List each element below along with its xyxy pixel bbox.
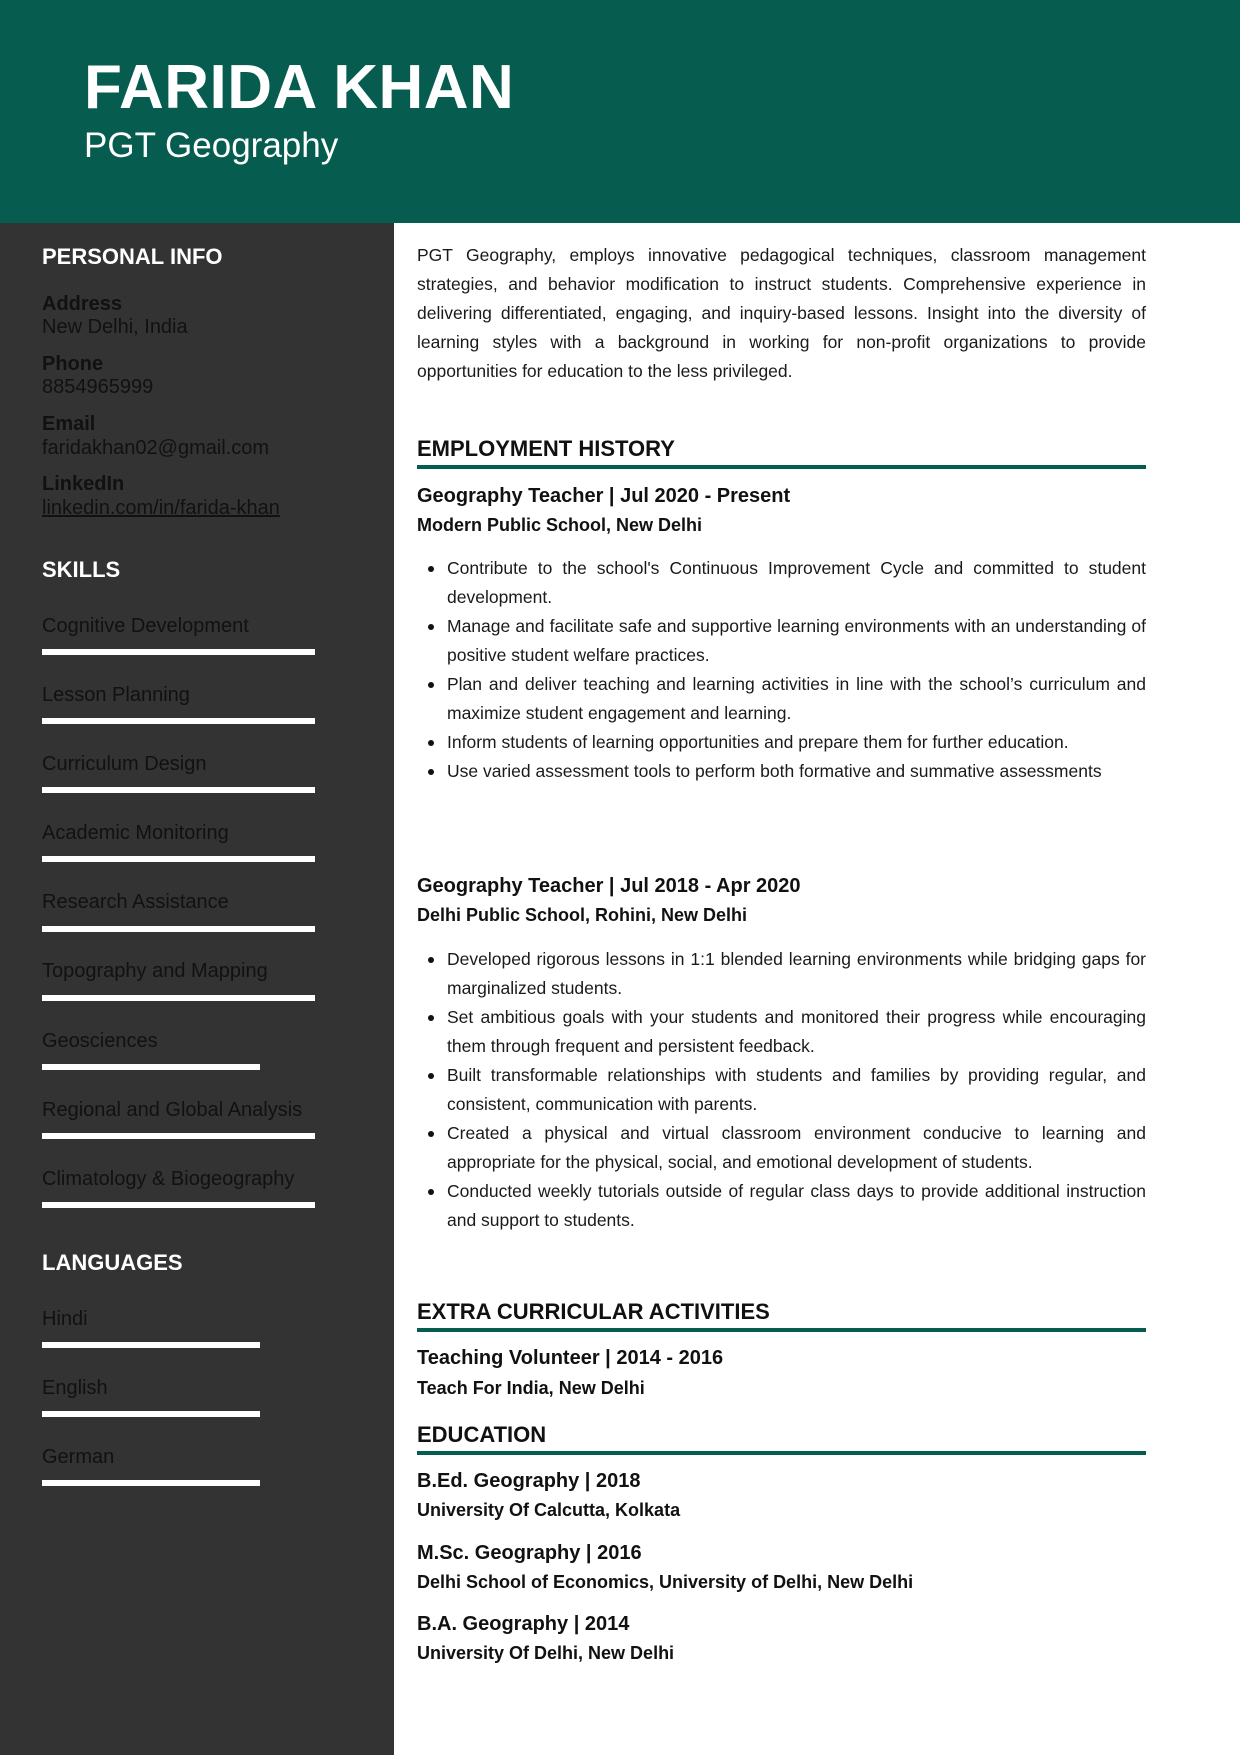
list-item: Contribute to the school's Continuous Improvement Cycle and committed to student development. bbox=[417, 554, 1146, 612]
linkedin-link[interactable]: linkedin.com/in/farida-khan bbox=[42, 497, 280, 519]
list-item: Use varied assessment tools to perform both formative and summative assessments bbox=[417, 757, 1146, 786]
job-employer: Modern Public School, New Delhi bbox=[417, 515, 703, 535]
skills-heading: SKILLS bbox=[42, 557, 121, 582]
job-responsibilities bbox=[417, 554, 1146, 786]
skill-level-bar bbox=[42, 926, 315, 932]
email-label: Email bbox=[42, 413, 96, 435]
job-responsibilities bbox=[417, 945, 1146, 1235]
email-value: faridakhan02@gmail.com bbox=[42, 437, 270, 459]
candidate-name: FARIDA KHAN bbox=[84, 53, 515, 122]
personal-info-heading: PERSONAL INFO bbox=[42, 244, 223, 269]
degree-school: University Of Delhi, New Delhi bbox=[417, 1643, 675, 1663]
activity-title: Teaching Volunteer | 2014 - 2016 bbox=[417, 1347, 724, 1369]
education-heading: EDUCATION bbox=[417, 1421, 1146, 1455]
skill-name: Topography and Mapping bbox=[42, 960, 268, 982]
candidate-title: PGT Geography bbox=[84, 126, 339, 165]
skill-level-bar bbox=[42, 856, 315, 862]
language-level-bar bbox=[42, 1480, 260, 1486]
list-item: Inform students of learning opportunities and prepare them for further education. bbox=[417, 728, 1146, 757]
skill-name: Curriculum Design bbox=[42, 753, 207, 775]
degree-title: B.A. Geography | 2014 bbox=[417, 1613, 630, 1635]
degree-title: B.Ed. Geography | 2018 bbox=[417, 1470, 641, 1492]
skill-name: Geosciences bbox=[42, 1030, 158, 1052]
list-item: Conducted weekly tutorials outside of regular class days to provide additional instruction and support to students. bbox=[417, 1177, 1146, 1235]
skill-name: Academic Monitoring bbox=[42, 822, 229, 844]
profile-summary: PGT Geography, employs innovative pedagogical techniques, classroom management strategies, and behavior modification to instruct students. Comprehensive experience in delivering differentiated, engaging, and inquiry-based lessons. Insight into the diversity of learning styles with a background in working for non-profit organizations to provide opportunities for education to the less privileged. bbox=[417, 245, 1146, 381]
language-name: German bbox=[42, 1446, 115, 1468]
list-item: Created a physical and virtual classroom environment conducive to learning and appropriate for the physical, social, and emotional development of students. bbox=[417, 1119, 1146, 1177]
list-item: Developed rigorous lessons in 1:1 blended learning environments while bridging gaps for marginalized students. bbox=[417, 945, 1146, 1003]
skill-name: Cognitive Development bbox=[42, 615, 249, 637]
list-item: Manage and facilitate safe and supportive learning environments with an understanding of positive student welfare practices. bbox=[417, 612, 1146, 670]
degree-school: Delhi School of Economics, University of Delhi, New Delhi bbox=[417, 1572, 914, 1592]
phone-label: Phone bbox=[42, 353, 104, 375]
linkedin-label: LinkedIn bbox=[42, 473, 125, 495]
skill-name: Regional and Global Analysis bbox=[42, 1099, 303, 1121]
skill-level-bar bbox=[42, 1064, 260, 1070]
skill-level-bar bbox=[42, 649, 315, 655]
list-item: Plan and deliver teaching and learning activities in line with the school’s curriculum and maximize student engagement and learning. bbox=[417, 670, 1146, 728]
address-value: New Delhi, India bbox=[42, 316, 188, 338]
language-name: Hindi bbox=[42, 1308, 88, 1330]
skill-name: Lesson Planning bbox=[42, 684, 190, 706]
language-level-bar bbox=[42, 1342, 260, 1348]
list-item: Set ambitious goals with your students and monitored their progress while encouraging them through frequent and persistent feedback. bbox=[417, 1003, 1146, 1061]
phone-value: 8854965999 bbox=[42, 376, 154, 398]
language-level-bar bbox=[42, 1411, 260, 1417]
skill-level-bar bbox=[42, 787, 315, 793]
skill-name: Research Assistance bbox=[42, 891, 229, 913]
resume-header bbox=[0, 0, 1240, 223]
skill-level-bar bbox=[42, 718, 315, 724]
degree-title: M.Sc. Geography | 2016 bbox=[417, 1542, 642, 1564]
extra-curricular-heading: EXTRA CURRICULAR ACTIVITIES bbox=[417, 1298, 1146, 1332]
address-label: Address bbox=[42, 293, 123, 315]
skill-level-bar bbox=[42, 995, 315, 1001]
job-employer: Delhi Public School, Rohini, New Delhi bbox=[417, 905, 748, 925]
degree-school: University Of Calcutta, Kolkata bbox=[417, 1500, 681, 1520]
language-name: English bbox=[42, 1377, 108, 1399]
skill-level-bar bbox=[42, 1202, 315, 1208]
languages-heading: LANGUAGES bbox=[42, 1250, 183, 1275]
skill-name: Climatology & Biogeography bbox=[42, 1168, 295, 1190]
job-title: Geography Teacher | Jul 2020 - Present bbox=[417, 485, 791, 507]
job-title: Geography Teacher | Jul 2018 - Apr 2020 bbox=[417, 875, 801, 897]
skill-level-bar bbox=[42, 1133, 315, 1139]
activity-org: Teach For India, New Delhi bbox=[417, 1378, 645, 1398]
employment-history-heading: EMPLOYMENT HISTORY bbox=[417, 435, 1146, 469]
list-item: Built transformable relationships with students and families by providing regular, and consistent, communication with parents. bbox=[417, 1061, 1146, 1119]
